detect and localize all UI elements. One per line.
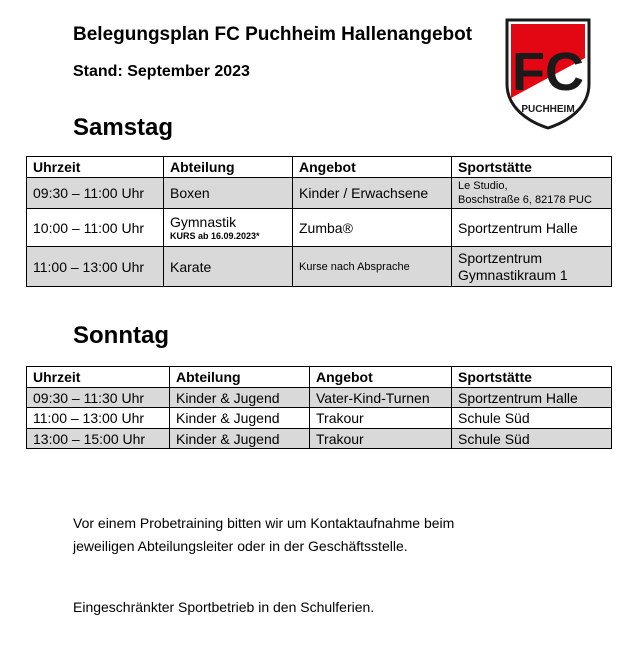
logo-text: PUCHHEIM xyxy=(521,104,575,115)
offer-cell: Trakour xyxy=(310,408,452,429)
saturday-table xyxy=(26,156,612,287)
column-header: Angebot xyxy=(293,157,452,178)
table-header-row xyxy=(27,367,612,388)
column-header: Angebot xyxy=(310,367,452,388)
time-cell: 10:00 – 11:00 Uhr xyxy=(27,209,164,247)
sunday-table xyxy=(26,366,612,449)
venue-cell xyxy=(452,178,612,209)
venue-line: Gymnastikraum 1 xyxy=(458,266,568,283)
club-logo xyxy=(505,18,591,130)
table-row xyxy=(27,178,612,209)
column-header: Uhrzeit xyxy=(27,157,164,178)
column-header: Sportstätte xyxy=(452,367,612,388)
dept-cell xyxy=(164,209,293,247)
dept-cell: Kinder & Jugend xyxy=(170,429,310,449)
saturday-heading: Samstag xyxy=(73,114,174,141)
dept-label: Gymnastik xyxy=(170,213,237,230)
table-row xyxy=(27,247,612,287)
table-row xyxy=(27,209,612,247)
venue-line: Boschstraße 6, 82178 PUC xyxy=(458,194,592,206)
venue-line: Le Studio, xyxy=(458,180,508,192)
offer-cell: Kinder / Erwachsene xyxy=(293,178,452,209)
dept-cell: Boxen xyxy=(164,178,293,209)
time-cell: 11:00 – 13:00 Uhr xyxy=(27,408,170,429)
column-header: Uhrzeit xyxy=(27,367,170,388)
dept-cell: Karate xyxy=(164,247,293,287)
venue-cell: Sportzentrum Halle xyxy=(452,388,612,408)
venue-cell: Schule Süd xyxy=(452,429,612,449)
offer-cell: Kurse nach Absprache xyxy=(293,247,452,287)
table-row xyxy=(27,408,612,429)
venue-cell xyxy=(452,247,612,287)
document-title: Belegungsplan FC Puchheim Hallenangebot xyxy=(73,24,473,45)
column-header: Sportstätte xyxy=(452,157,612,178)
course-note: KURS ab 16.09.2023* xyxy=(170,230,260,241)
note-line: jeweiligen Abteilungsleiter oder in der Geschäftsstelle. xyxy=(73,538,408,554)
logo-letters: FC xyxy=(512,42,584,102)
offer-cell: Zumba® xyxy=(293,209,452,247)
dept-cell: Kinder & Jugend xyxy=(170,408,310,429)
table-row xyxy=(27,388,612,408)
venue-cell: Schule Süd xyxy=(452,408,612,429)
offer-cell: Vater-Kind-Turnen xyxy=(310,388,452,408)
contact-note xyxy=(73,512,454,558)
venue-cell: Sportzentrum Halle xyxy=(452,209,612,247)
offer-cell: Trakour xyxy=(310,429,452,449)
table-header-row xyxy=(27,157,612,178)
table-row xyxy=(27,429,612,449)
note-line: Vor einem Probetraining bitten wir um Kontaktaufnahme beim xyxy=(73,515,455,531)
time-cell: 09:30 – 11:30 Uhr xyxy=(27,388,170,408)
time-cell: 09:30 – 11:00 Uhr xyxy=(27,178,164,209)
dept-cell: Kinder & Jugend xyxy=(170,388,310,408)
column-header: Abteilung xyxy=(170,367,310,388)
column-header: Abteilung xyxy=(164,157,293,178)
sunday-heading: Sonntag xyxy=(73,322,169,349)
time-cell: 13:00 – 15:00 Uhr xyxy=(27,429,170,449)
venue-line: Sportzentrum xyxy=(458,249,543,266)
time-cell: 11:00 – 13:00 Uhr xyxy=(27,247,164,287)
stand-date: Stand: September 2023 xyxy=(73,63,250,80)
holiday-note: Eingeschränkter Sportbetrieb in den Schulferien. xyxy=(73,599,375,615)
